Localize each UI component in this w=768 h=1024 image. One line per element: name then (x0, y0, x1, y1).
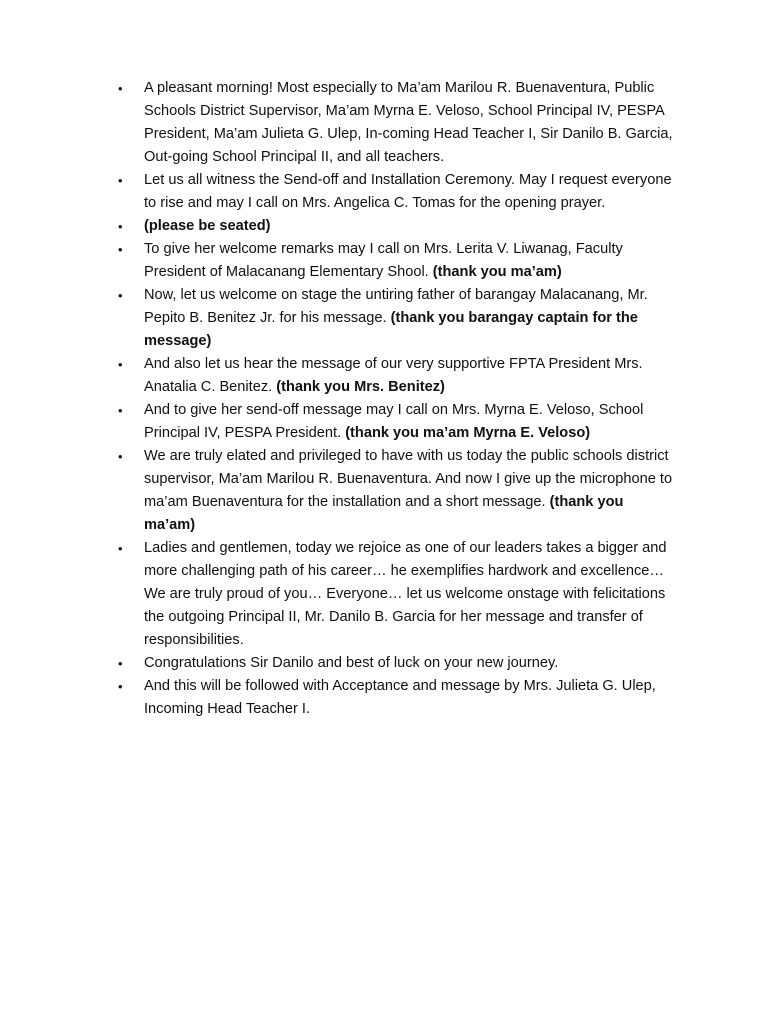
list-item (118, 215, 678, 238)
list-item (118, 675, 678, 721)
list-item (118, 399, 678, 445)
stage-direction: (thank you ma’am) (432, 264, 562, 280)
list-item (118, 652, 678, 675)
bullet-icon: • (118, 403, 123, 418)
item-text: Now, let us welcome on stage the untiring father of barangay Malacanang, Mr. Pepito B. Benitez Jr. for his message. (144, 287, 648, 326)
item-text: Congratulations Sir Danilo and best of luck on your new journey. (144, 655, 559, 671)
item-text: We are truly elated and privileged to have with us today the public schools district supervisor, Ma’am Marilou R. Buenaventura. And now I give up the microphone to ma’am Buenaventura for the installation and a short message. (144, 448, 673, 510)
list-item (118, 353, 678, 399)
program-script-list (118, 77, 678, 721)
bullet-icon: • (118, 173, 123, 188)
bullet-icon: • (118, 679, 123, 694)
item-text: Let us all witness the Send-off and Installation Ceremony. May I request everyone to rise and may I call on Mrs. Angelica C. Tomas for the opening prayer. (144, 172, 672, 211)
bullet-icon: • (118, 656, 123, 671)
bullet-icon: • (118, 357, 123, 372)
stage-direction: (thank you ma’am) (144, 494, 624, 533)
bullet-icon: • (118, 242, 123, 257)
bullet-icon: • (118, 81, 123, 96)
item-text: And to give her send-off message may I call on Mrs. Myrna E. Veloso, School Principal IV, PESPA President. (144, 402, 644, 441)
item-text: To give her welcome remarks may I call on Mrs. Lerita V. Liwanag, Faculty President of Malacanang Elementary Shool. (144, 241, 623, 280)
stage-direction: (thank you Mrs. Benitez) (276, 379, 445, 395)
list-item (118, 169, 678, 215)
bullet-icon: • (118, 449, 123, 464)
stage-direction: (thank you ma’am Myrna E. Veloso) (345, 425, 591, 441)
item-text: And this will be followed with Acceptance and message by Mrs. Julieta G. Ulep, Incoming Head Teacher I. (144, 678, 656, 717)
stage-direction: (please be seated) (144, 218, 271, 234)
bullet-icon: • (118, 541, 123, 556)
item-text: And also let us hear the message of our very supportive FPTA President Mrs. Anatalia C. Benitez. (144, 356, 643, 395)
stage-direction: (thank you barangay captain for the message) (144, 310, 638, 349)
list-item (118, 445, 678, 537)
bullet-icon: • (118, 288, 123, 303)
bullet-icon: • (118, 219, 123, 234)
item-text: A pleasant morning! Most especially to Ma’am Marilou R. Buenaventura, Public Schools District Supervisor, Ma’am Myrna E. Veloso, School Principal IV, PESPA President, Ma’am Julieta G. Ulep, In-coming Head Teacher I, Sir Danilo B. Garcia, Out-going School Principal II, and all teachers. (144, 80, 673, 165)
list-item (118, 284, 678, 353)
list-item (118, 77, 678, 169)
list-item (118, 537, 678, 652)
list-item (118, 238, 678, 284)
item-text: Ladies and gentlemen, today we rejoice as one of our leaders takes a bigger and more challenging path of his career… he exemplifies hardwork and excellence… We are truly proud of you… Everyone… let us welcome onstage with felicitations the outgoing Principal II, Mr. Danilo B. Garcia for her message and transfer of responsibilities. (144, 540, 667, 648)
